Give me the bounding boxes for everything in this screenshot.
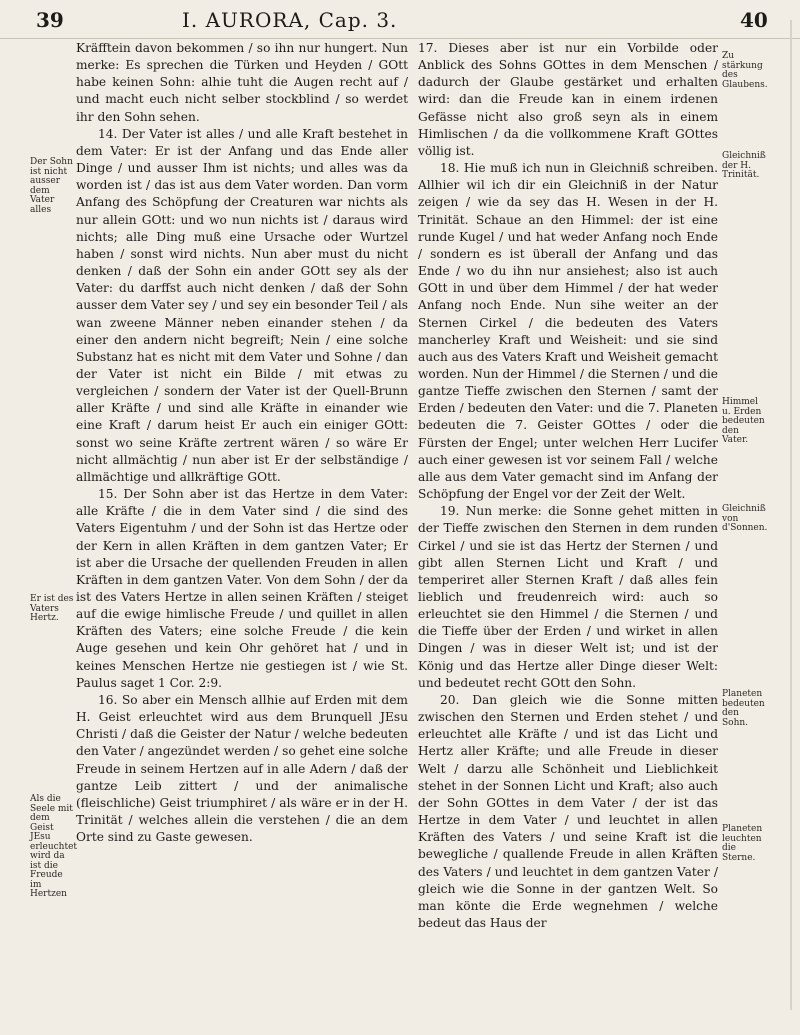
margin-note: Gleichniß von d'Sonnen. <box>722 504 768 533</box>
paragraph: 14. Der Vater ist alles / und alle Kraft bestehet in dem Vater: Er ist der Anfang und das Ende aller Dinge / und ausser Ihm ist nichts; und alles was da worden ist / das ist aus dem Vater worden. Dan vorm Anfang des Schöpfung der Creaturen war nichts als nur allein GOtt: und wo nun nichts ist / daraus wird nichts; alle Ding muß eine Ursache oder Wurtzel haben / sonst wird nichts. Nun aber must du nicht denken / daß der Sohn ein ander GOtt sey als der Vater: du darffst auch nicht denken / daß der Sohn ausser dem Vater sey / und sey ein besonder Teil / als wan zweene Männer neben einander stehen / da einer den andern nicht begreift; Nein / eine solche Substanz hat es nicht mit dem Vater und Sohne / dan der Vater ist nicht ein Bilde / mit etwas zu vergleichen / sondern der Vater ist der Quell-Brunn aller Kräfte / und sind alle Kräfte in einander wie eine Kraft / darum heist Er auch ein einiger GOtt: sonst wo seine Kräfte zertrent wären / so wäre Er nicht allmächtig / nun aber ist Er der selbständige / allmächtige und allkräftige GOtt. <box>76 126 408 484</box>
paragraph: 18. Hie muß ich nun in Gleichniß schreiben. Allhier wil ich dir ein Gleichniß in der Natur zeigen / wie da sey das H. Wesen in der H. Trinität. Schaue an den Himmel: der ist eine runde Kugel / und hat weder Anfang noch Ende / sondern es ist überall der Anfang und das Ende / wo du ihn nur ansiehest; also ist auch GOtt in und über dem Himmel / der hat weder Anfang noch Ende. Nun sihe weiter an der Sternen Cirkel / die bedeuten des Vaters mancherley Kraft und Weisheit: und sie sind auch aus des Vaters Kraft und Weisheit gemacht worden. Nun der Himmel / die Sternen / und die gantze Tieffe zwischen den Sternen / samt der Erden / bedeuten den Vater: und die 7. Planeten bedeuten die 7. Geister GOttes / oder die Fürsten der Engel; unter welchen Herr Lucifer auch einer gewesen ist vor seinem Fall / welche alle aus dem Vater gemacht sind im Anfang der Schöpfung der Engel vor der Zeit der Welt. <box>418 161 718 502</box>
margin-note: Planeten bedeuten den Sohn. <box>722 689 765 728</box>
right-column <box>418 40 718 932</box>
left-column <box>76 40 408 846</box>
running-header <box>0 4 800 38</box>
margin-note: Der Sohn ist nicht ausser dem Vater alles <box>30 157 73 215</box>
paragraph: 20. Dan gleich wie die Sonne mitten zwischen den Sternen und Erden stehet / und erleuchtet alle Kräfte / und ist das Licht und Hertz aller Kräfte; und alle Freude in dieser Welt / darzu alle Schönheit und Lieblichkeit stehet in der Sonnen Licht und Kraft; also auch der Sohn GOttes in dem Vater / der ist das Hertze in dem Vater / und leuchtet in allen Kräften des Vaters / und seine Kraft ist die bewegliche / quallende Freude in allen Kräften des Vaters / und leuchtet in dem gantzen Vater / gleich wie die Sonne in der gantzen Welt. So man könte die Erde wegnehmen / welche bedeut das Haus der <box>418 692 718 930</box>
paragraph: 15. Der Sohn aber ist das Hertze in dem Vater: alle Kräfte / die in dem Vater sind / die sind des Vaters Eigentuhm / und der Sohn ist das Hertze oder der Kern in allen Kräften in dem gantzen Vater; Er ist aber die Ursache der quellenden Freuden in allen Kräften in dem gantzen Vater. Von dem Sohn / der da ist des Vaters Hertze in allen seinen Kräften / steiget auf die ewige himlische Freude / und quillet in allen Kräften des Vaters; eine solche Freude / die kein Auge gesehen und kein Ohr gehöret hat / und in keines Menschen Hertze nie gestiegen ist / wie St. Paulus saget 1 Cor. 2:9. <box>76 487 408 690</box>
margin-note: Er ist des Vaters Hertz. <box>30 594 74 623</box>
margin-note: Himmel u. Erden bedeuten den Vater. <box>722 397 765 445</box>
page-number-left: 39 <box>36 8 64 32</box>
header-rule <box>0 38 800 39</box>
running-title: I. AURORA, Cap. 3. <box>182 8 398 32</box>
paragraph: 19. Nun merke: die Sonne gehet mitten in der Tieffe zwischen den Sternen in dem runden Cirkel / und sie ist das Hertz der Sternen / und gibt allen Sternen Licht und Kraft / und temperiret aller Sternen Kraft / daß alles fein lieblich und freudenreich wird: auch so erleuchtet sie den Himmel / die Sternen / und die Tieffe über der Erden / und wirket in allen Dingen / was in dieser Welt ist; und ist der König und das Hertze aller Dinge dieser Welt: und bedeutet recht GOtt den Sohn. <box>418 504 718 690</box>
margin-note: Als die Seele mit dem Geist JEsu erleuchtet wird da ist die Freude im Hertzen <box>30 794 78 899</box>
page-number-right: 40 <box>740 8 768 32</box>
paragraph: 16. So aber ein Mensch allhie auf Erden mit dem H. Geist erleuchtet wird aus dem Brunquell JEsu Christi / daß die Geister der Natur / welche bedeuten den Vater / angezündet werden / so gehet eine solche Freude in seinem Hertzen auf in alle Adern / daß der gantze Leib zittert / und der animalische (fleischliche) Geist triumphiret / als wäre er in der H. Trinität / welches allein die verstehen / die an dem Orte sind zu Gaste gewesen. <box>76 692 408 845</box>
margin-note: Planeten leuchten die Sterne. <box>722 824 763 863</box>
paragraph: 17. Dieses aber ist nur ein Vorbilde oder Anblick des Sohns GOttes in dem Menschen / dadurch der Glaube gestärket und erhalten wird: dan die Freude kan in einem irdenen Gefässe nicht also groß seyn als in einem Himlischen / da die vollkommene Kraft GOttes völlig ist. <box>418 41 718 158</box>
margin-note: Zu stärkung des Glaubens. <box>722 51 768 90</box>
paragraph: Kräfftein davon bekommen / so ihn nur hungert. Nun merke: Es sprechen die Türken und Heyden / GOtt habe keinen Sohn: alhie tuht die Augen recht auf / und macht euch nicht selber stockblind / so werdet ihr den Sohn sehen. <box>76 41 408 124</box>
page-edge-shadow <box>790 20 792 1010</box>
margin-note: Gleichniß der H. Trinität. <box>722 151 766 180</box>
